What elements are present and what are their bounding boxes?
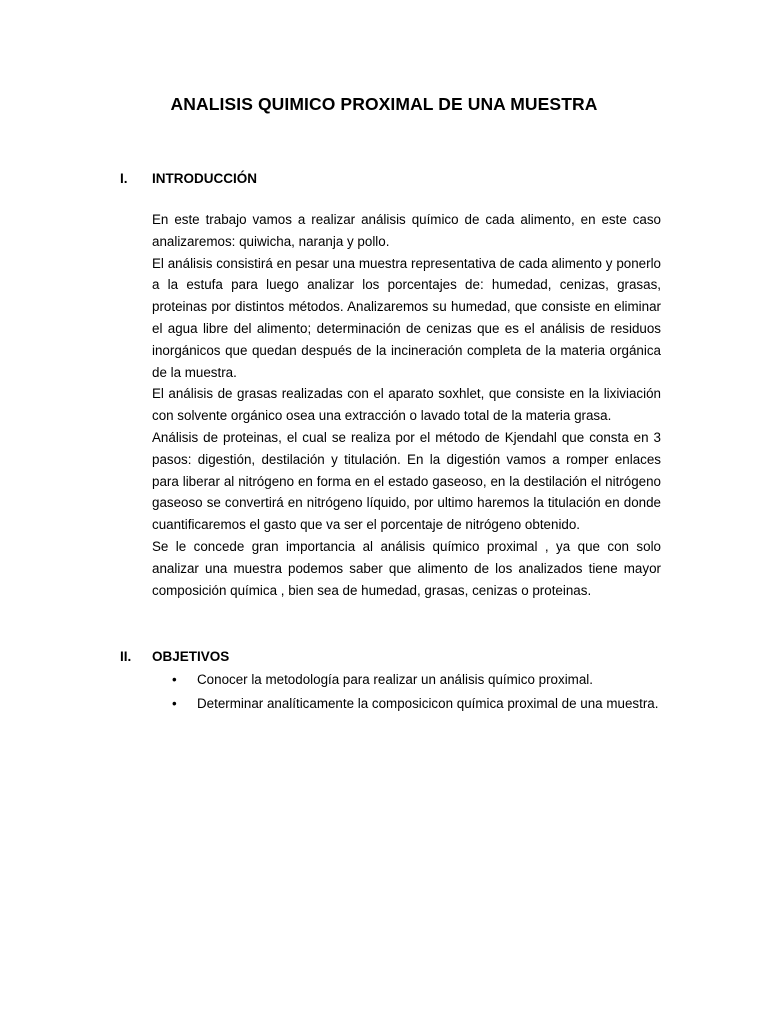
list-item-text: Conocer la metodología para realizar un análisis químico proximal. [197,672,593,687]
paragraph: Análisis de proteinas, el cual se realiza por el método de Kjendahl que consta en 3 pasos: digestión, destilación y titulación. En la digestión vamos a romper enlaces para liberar al nitrógeno en forma en el estado gaseoso, en la destilación el nitrógeno gaseoso se convertirá en nitrógeno líquido, por ultimo haremos la titulación en donde cuantificaremos el gasto que va ser el porcentaje de nitrógeno obtenido. [152,429,661,533]
section-heading-introduccion [120,169,257,189]
list-item [152,668,661,692]
list-item-text: Determinar analíticamente la composicicon química proximal de una muestra. [197,695,659,711]
section-number: II. [120,649,132,664]
section-number: I. [120,171,128,186]
section-title: OBJETIVOS [152,649,230,664]
paragraph: En este trabajo vamos a realizar análisis químico de cada alimento, en este caso analizaremos: quiwicha, naranja y pollo. [152,212,661,249]
bullet-icon: • [172,672,177,687]
section-heading-objetivos [120,647,229,667]
objetivos-list [152,668,661,715]
list-item [152,692,661,716]
paragraph: El análisis consistirá en pesar una muestra representativa de cada alimento y ponerlo a la estufa para luego analizar los porcentajes de: humedad, cenizas, grasas, proteinas por distintos métodos. Analizaremos su humedad, que consiste en eliminar el agua libre del alimento; determinación de cenizas que es el análisis de residuos inorgánicos que quedan después de la incineración completa de la materia orgánica de la muestra. [152,255,661,380]
document-title: ANALISIS QUIMICO PROXIMAL DE UNA MUESTRA [170,94,598,114]
section-title: INTRODUCCIÓN [152,171,257,186]
paragraph: Se le concede gran importancia al análisis químico proximal , ya que con solo analizar una muestra podemos saber que alimento de los analizados tiene mayor composición química , bien sea de humedad, grasas, cenizas o proteinas. [152,538,661,598]
paragraph: El análisis de grasas realizadas con el aparato soxhlet, que consiste en la lixiviación con solvente orgánico osea una extracción o lavado total de la materia grasa. [152,386,661,424]
introduccion-body [152,209,661,601]
bullet-icon: • [172,695,177,711]
